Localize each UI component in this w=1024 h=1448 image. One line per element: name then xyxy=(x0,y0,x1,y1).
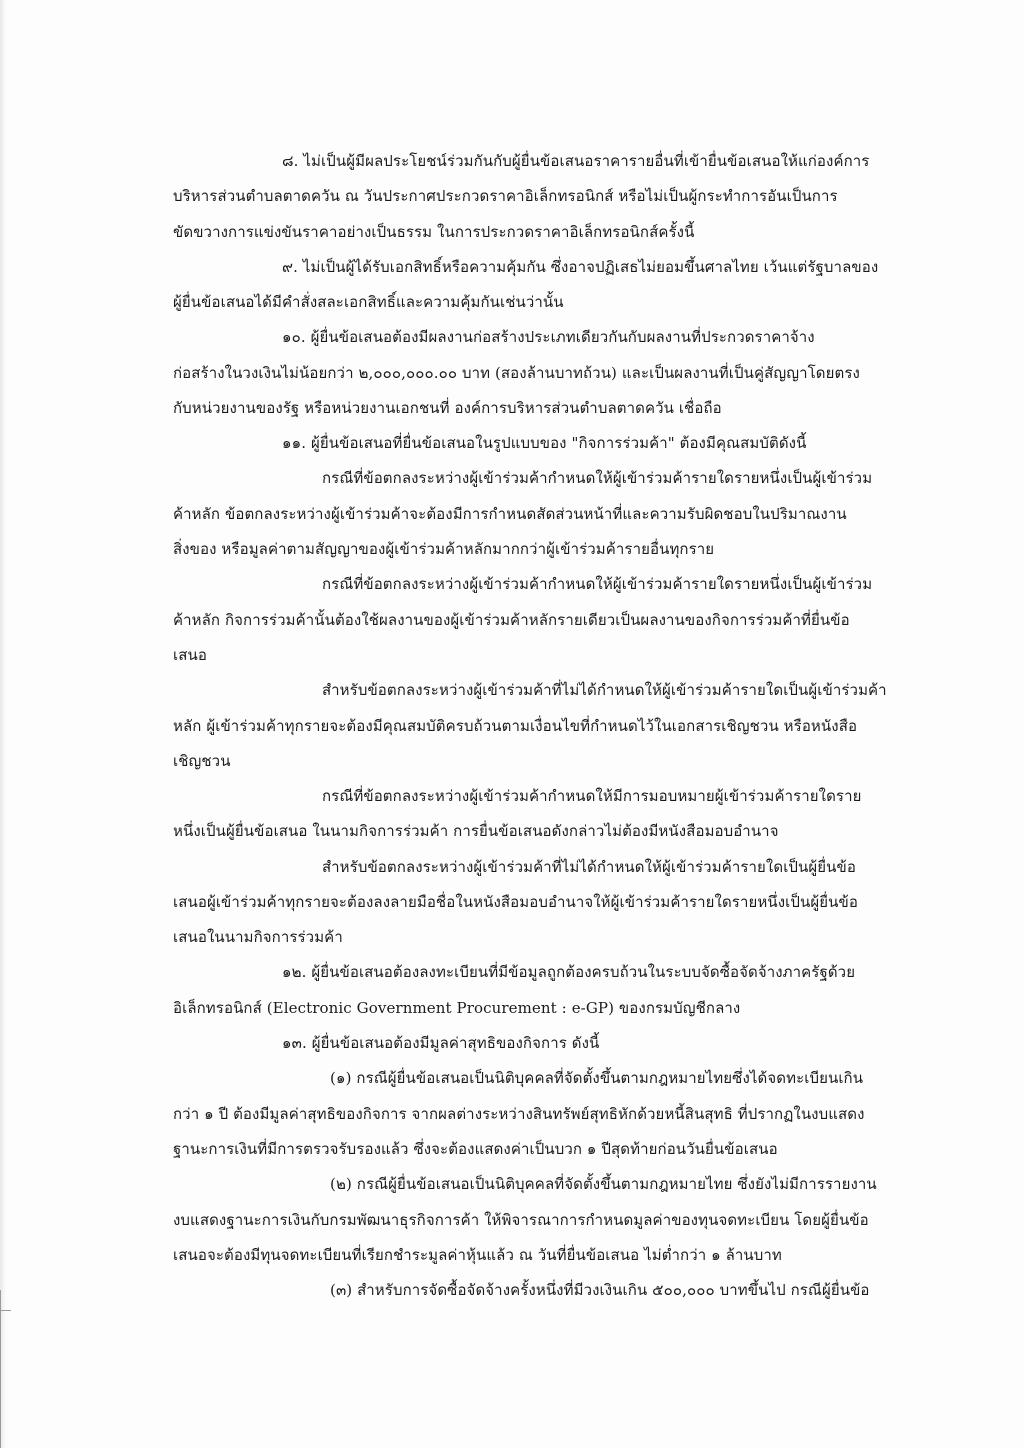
text-line: เสนอ xyxy=(173,646,207,664)
text-line: สิ่งของ หรือมูลค่าตามสัญญาของผู้เข้าร่วมค้าหลักมากกว่าผู้เข้าร่วมค้ารายอื่นทุกราย xyxy=(173,540,715,558)
text-line: สำหรับข้อตกลงระหว่างผู้เข้าร่วมค้าที่ไม่ได้กำหนดให้ผู้เข้าร่วมค้ารายใดเป็นผู้เข้าร่วมค้า xyxy=(322,681,887,699)
text-line: ๑๑. ผู้ยื่นข้อเสนอที่ยื่นข้อเสนอในรูปแบบของ "กิจการร่วมค้า" ต้องมีคุณสมบัติดังนี้ xyxy=(282,434,807,452)
text-line: บริหารส่วนตำบลตาดควัน ณ วันประกาศประกวดราคาอิเล็กทรอนิกส์ หรือไม่เป็นผู้กระทำการอันเป็นการ xyxy=(173,187,838,205)
text-line: เสนอจะต้องมีทุนจดทะเบียนที่เรียกชำระมูลค่าหุ้นแล้ว ณ วันที่ยื่นข้อเสนอ ไม่ต่ำกว่า ๑ ล้านบาท xyxy=(173,1246,782,1264)
text-line: ผู้ยื่นข้อเสนอได้มีคำสั่งสละเอกสิทธิ์และความคุ้มกันเช่นว่านั้น xyxy=(173,293,564,311)
text-line: ค้าหลัก ข้อตกลงระหว่างผู้เข้าร่วมค้าจะต้องมีการกำหนดสัดส่วนหน้าที่และความรับผิดชอบในปริมาณงาน xyxy=(173,505,847,523)
text-line: กรณีที่ข้อตกลงระหว่างผู้เข้าร่วมค้ากำหนดให้ผู้เข้าร่วมค้ารายใดรายหนึ่งเป็นผู้เข้าร่วม xyxy=(322,469,873,487)
text-line: ฐานะการเงินที่มีการตรวจรับรองแล้ว ซึ่งจะต้องแสดงค่าเป็นบวก ๑ ปีสุดท้ายก่อนวันยื่นข้อเสนอ xyxy=(173,1140,778,1158)
text-line: งบแสดงฐานะการเงินกับกรมพัฒนาธุรกิจการค้า ให้พิจารณาการกำหนดมูลค่าของทุนจดทะเบียน โดยผู้ยื่นข้อ xyxy=(173,1211,869,1229)
text-line: ๑๓. ผู้ยื่นข้อเสนอต้องมีมูลค่าสุทธิของกิจการ ดังนี้ xyxy=(282,1034,600,1052)
text-line: หลัก ผู้เข้าร่วมค้าทุกรายจะต้องมีคุณสมบัติครบถ้วนตามเงื่อนไขที่กำหนดไว้ในเอกสารเชิญชวน หรือหนังสือ xyxy=(173,717,858,735)
text-line: (๓) สำหรับการจัดซื้อจัดจ้างครั้งหนึ่งที่มีวงเงินเกิน ๕๐๐,๐๐๐ บาทขึ้นไป กรณีผู้ยื่นข้อ xyxy=(330,1281,870,1299)
text-line: ก่อสร้างในวงเงินไม่น้อยกว่า ๒,๐๐๐,๐๐๐.๐๐ บาท (สองล้านบาทถ้วน) และเป็นผลงานที่เป็นคู่สัญญาโดยตรง xyxy=(173,364,860,382)
text-line: (๑) กรณีผู้ยื่นข้อเสนอเป็นนิติบุคคลที่จัดตั้งขึ้นตามกฎหมายไทยซึ่งได้จดทะเบียนเกิน xyxy=(330,1069,864,1087)
text-line: เสนอผู้เข้าร่วมค้าทุกรายจะต้องลงลายมือชื่อในหนังสือมอบอำนาจให้ผู้เข้าร่วมค้ารายใดรายหนึ่งเป็นผู้ยื่นข้อ xyxy=(173,893,858,911)
text-line: ๑๐. ผู้ยื่นข้อเสนอต้องมีผลงานก่อสร้างประเภทเดียวกันกับผลงานที่ประกวดราคาจ้าง xyxy=(282,328,815,346)
text-line: กรณีที่ข้อตกลงระหว่างผู้เข้าร่วมค้ากำหนดให้ผู้เข้าร่วมค้ารายใดรายหนึ่งเป็นผู้เข้าร่วม xyxy=(322,575,873,593)
text-line: อิเล็กทรอนิกส์ (Electronic Government Procurement : e-GP) ของกรมบัญชีกลาง xyxy=(173,999,741,1017)
text-line: ค้าหลัก กิจการร่วมค้านั้นต้องใช้ผลงานของผู้เข้าร่วมค้าหลักรายเดียวเป็นผลงานของกิจการร่วมค้าที่ยื่นข้อ xyxy=(173,611,850,629)
text-line: หนึ่งเป็นผู้ยื่นข้อเสนอ ในนามกิจการร่วมค้า การยื่นข้อเสนอดังกล่าวไม่ต้องมีหนังสือมอบอำนาจ xyxy=(173,822,779,840)
text-line: (๒) กรณีผู้ยื่นข้อเสนอเป็นนิติบุคคลที่จัดตั้งขึ้นตามกฎหมายไทย ซึ่งยังไม่มีการรายงาน xyxy=(330,1175,877,1193)
scan-edge xyxy=(0,0,6,1448)
text-line: เชิญชวน xyxy=(173,752,231,770)
text-line: กับหน่วยงานของรัฐ หรือหน่วยงานเอกชนที่ องค์การบริหารส่วนตำบลตาดควัน เชื่อถือ xyxy=(173,399,722,417)
scan-mark xyxy=(0,1290,13,1448)
text-line: ๘. ไม่เป็นผู้มีผลประโยชน์ร่วมกันกับผู้ยื่นข้อเสนอราคารายอื่นที่เข้ายื่นข้อเสนอให้แก่องค์การ xyxy=(282,152,870,170)
text-line: สำหรับข้อตกลงระหว่างผู้เข้าร่วมค้าที่ไม่ได้กำหนดให้ผู้เข้าร่วมค้ารายใดเป็นผู้ยื่นข้อ xyxy=(322,858,856,876)
text-line: ๑๒. ผู้ยื่นข้อเสนอต้องลงทะเบียนที่มีข้อมูลถูกต้องครบถ้วนในระบบจัดซื้อจัดจ้างภาครัฐด้วย xyxy=(282,963,856,981)
text-line: ขัดขวางการแข่งขันราคาอย่างเป็นธรรม ในการประกวดราคาอิเล็กทรอนิกส์ครั้งนี้ xyxy=(173,223,695,241)
text-line: กว่า ๑ ปี ต้องมีมูลค่าสุทธิของกิจการ จากผลต่างระหว่างสินทรัพย์สุทธิหักด้วยหนี้สินสุทธิ ที่ปรากฏในงบแสดง xyxy=(173,1105,865,1123)
text-line: ๙. ไม่เป็นผู้ได้รับเอกสิทธิ์หรือความคุ้มกัน ซึ่งอาจปฏิเสธไม่ยอมขึ้นศาลไทย เว้นแต่รัฐบาลของ xyxy=(282,258,879,276)
text-line: กรณีที่ข้อตกลงระหว่างผู้เข้าร่วมค้ากำหนดให้มีการมอบหมายผู้เข้าร่วมค้ารายใดราย xyxy=(322,787,862,805)
text-line: เสนอในนามกิจการร่วมค้า xyxy=(173,928,343,946)
